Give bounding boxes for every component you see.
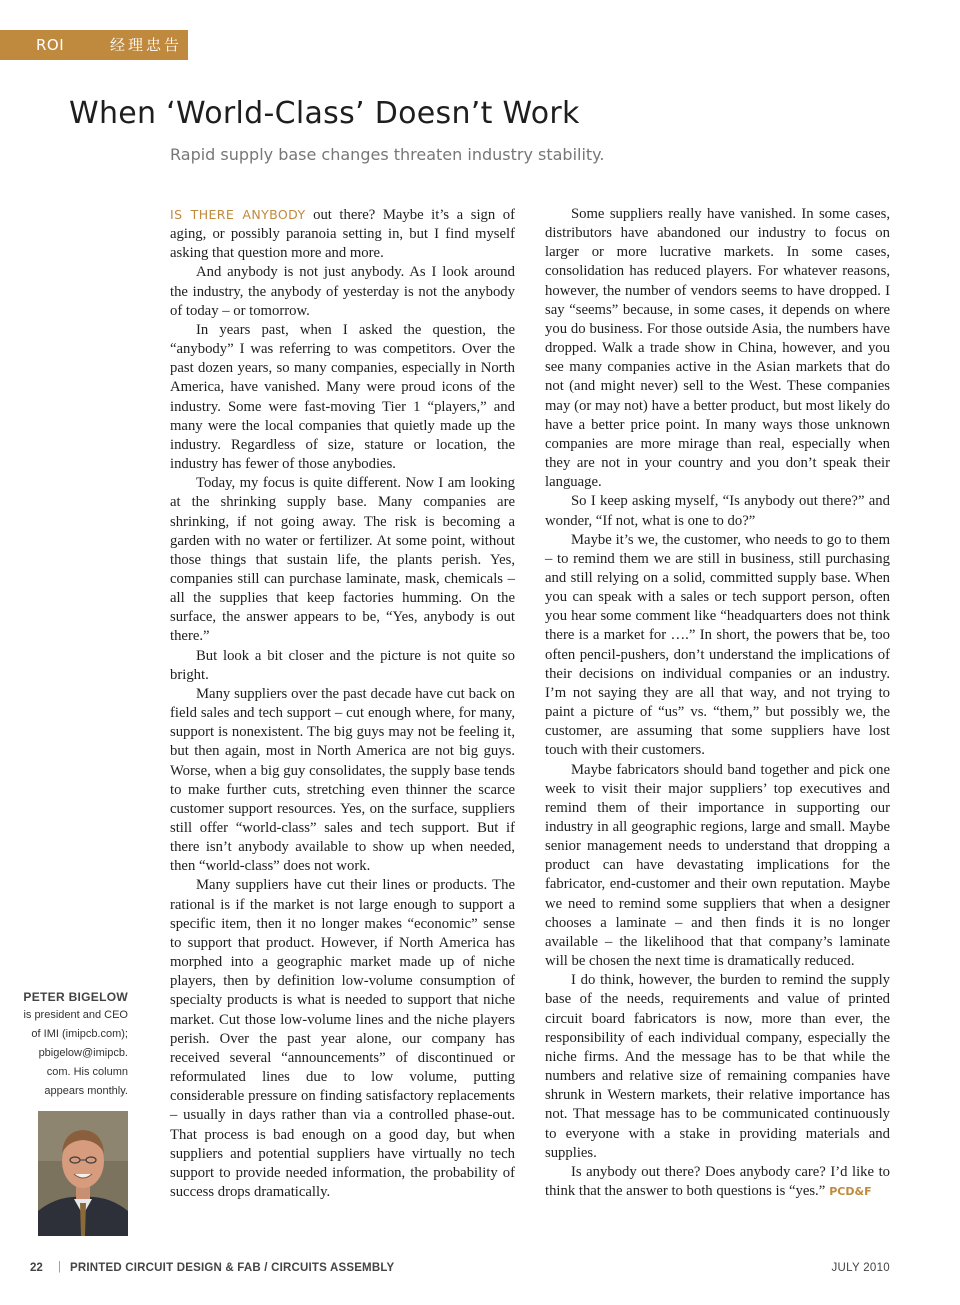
- end-mark: PCD&F: [829, 1184, 872, 1198]
- paragraph: Today, my focus is quite different. Now I am looking at the shrinking supply base. Many companies are shrinking, if not going away. The risk is becoming a garden with no water or fertilizer. At some point, without those things that sustain life, the plants perish. Yes, companies still can purchase laminate, mask, chemicals – all the supplies that keep factories humming. On the surface, the answer appears to be, “Yes, anybody is out there.”: [170, 475, 515, 645]
- footer-separator: |: [58, 1261, 61, 1273]
- paragraph: Maybe it’s we, the customer, who needs to go to them – to remind them we are still in business, still purchasing and still relying on a solid, committed supply base. When you can speak with a sales or tech support person, often you hear some comment like “headquarters does not think there is a market for ….” In short, the powers that be, too often pencil-pushers, don’t understand the implications of their decisions on individual companies or an industry. I’m not saying they are all that way, and not trying to paint a picture of “us” vs. “them,” but possibly we, the customer, are assuming that some suppliers have lost touch with their customers.: [545, 531, 890, 759]
- bio-line: com. His column: [46, 1066, 128, 1078]
- paragraph: Many suppliers over the past decade have cut back on field sales and tech support – cut enough where, for many, support is nonexistent. The big guys may not be feeling it, but then again, most in North America are not big guys. Worse, when a big guy consolidates, the supply base tends to make further cuts, stretching even thinner the scarce customer support resources. Yes, on the surface, suppliers still offer “world-class” sales and tech support. But if there isn’t anybody available to show up when needed, then “world-class” does not work.: [170, 685, 515, 875]
- paragraph: But look a bit closer and the picture is not quite so bright.: [170, 647, 515, 683]
- paragraph: [170, 205, 515, 263]
- bio-line: appears monthly.: [44, 1085, 128, 1097]
- author-photo: [38, 1111, 128, 1236]
- paragraph: [545, 1163, 890, 1201]
- bio-line: is president and CEO: [23, 1009, 128, 1021]
- section-label-chinese: 经理忠告: [110, 36, 183, 54]
- section-label: ROI: [36, 36, 65, 54]
- bio-line: of IMI (imipcb.com);: [31, 1028, 128, 1040]
- paragraph: Maybe fabricators should band together and pick one week to visit their major suppliers’ top executives and remind them of their importance in supporting our industry in all geographic regions, large and small. Maybe senior management needs to understand that dropping a product can have devastating implications for the fabricator, end-customer and their own reputation. Maybe we need to remind some suppliers that when a designer chooses a laminate – and then finds it is no longer available – the likelihood that that company’s laminate will be chosen the next time is dramatically reduced.: [545, 761, 890, 970]
- lead-in: IS THERE ANYBODY: [170, 207, 306, 222]
- paragraph-text: Is anybody out there? Does anybody care? I’d like to think that the answer to both questions is “yes.”: [545, 1163, 890, 1199]
- paragraph: Some suppliers really have vanished. In some cases, distributors have abandoned our industry to focus on larger or more lucrative markets. In some cases, consolidation has reduced players. For whatever reasons, however, the number of vendors seems to have dropped. I say “seems” because, in some cases, it depends on where you do business. For those outside Asia, the numbers have dropped. Walk a trade show in China, however, and you see many companies active in the Asian markets that do not (and might never) sell to the West. These companies may (or may not) have a better product, but most likely do have a better price point. In many ways those unknown companies are more mirage than real, especially when they are not in your country and you don’t speak their language.: [545, 206, 890, 491]
- bio-line: pbigelow@imipcb.: [38, 1047, 128, 1059]
- author-portrait-icon: [38, 1111, 128, 1236]
- paragraph: I do think, however, the burden to remind the supply base of the needs, requirements and value of printed circuit board fabricators is now, more than ever, the responsibility of each individual company, especially the niche firms. And the message has to be that while the numbers and relative size of remaining companies have shrunk in Western markets, their relative importance has not. That message has to be communicated continuously to everyone with a stake in providing materials and supplies.: [545, 972, 890, 1161]
- author-name: PETER BIGELOW: [23, 990, 128, 1004]
- section-tab: [0, 30, 188, 60]
- article-column-1: [170, 205, 515, 1202]
- issue-date: JULY 2010: [831, 1262, 890, 1274]
- paragraph: And anybody is not just anybody. As I look around the industry, the anybody of yesterday is not the anybody of today – or tomorrow.: [170, 264, 515, 319]
- page-number: 22: [30, 1262, 43, 1274]
- paragraph: In years past, when I asked the question, the “anybody” I was referring to was competitors. Over the past dozen years, so many companies, especially in North America, have vanished. Many were proud icons of the industry. Some were fast-moving Tier 1 “players,” and many were the local companies that quietly made up the industry. Regardless of size, stature or location, the industry has fewer of those anybodies.: [170, 321, 515, 473]
- article-title: When ‘World-Class’ Doesn’t Work: [69, 96, 580, 131]
- article-subtitle: Rapid supply base changes threaten industry stability.: [170, 145, 605, 164]
- paragraph: Many suppliers have cut their lines or products. The rational is if the market is not large enough to support a specific item, then it no longer makes “economic” sense to support that product. However, if North America has morphed into a geographic market made up of niche players, then by definition low-volume consumption of specialty products is what is needed to support that niche market. Cut those low-volume lines and the niche players perish. Over the past year alone, our company has received several “announcements” of discontinued or reformulated lines due to low volume, putting considerable pressure on finding satisfactory replacements – usually in days rather than via a controlled phase-out. That process is bad enough on a good day, but when suppliers and potential suppliers have virtually no tech support to provide needed information, the probability of success drops dramatically.: [170, 877, 515, 1200]
- paragraph-text: out there? Maybe it’s a sign of aging, or possibly paranoia setting in, but I find myself asking that question more and more.: [170, 207, 515, 262]
- publication-name: PRINTED CIRCUIT DESIGN & FAB / CIRCUITS ASSEMBLY: [70, 1262, 395, 1274]
- article-column-2: [545, 205, 890, 1201]
- author-bio: [10, 988, 128, 1101]
- paragraph: So I keep asking myself, “Is anybody out there?” and wonder, “If not, what is one to do?”: [545, 493, 890, 529]
